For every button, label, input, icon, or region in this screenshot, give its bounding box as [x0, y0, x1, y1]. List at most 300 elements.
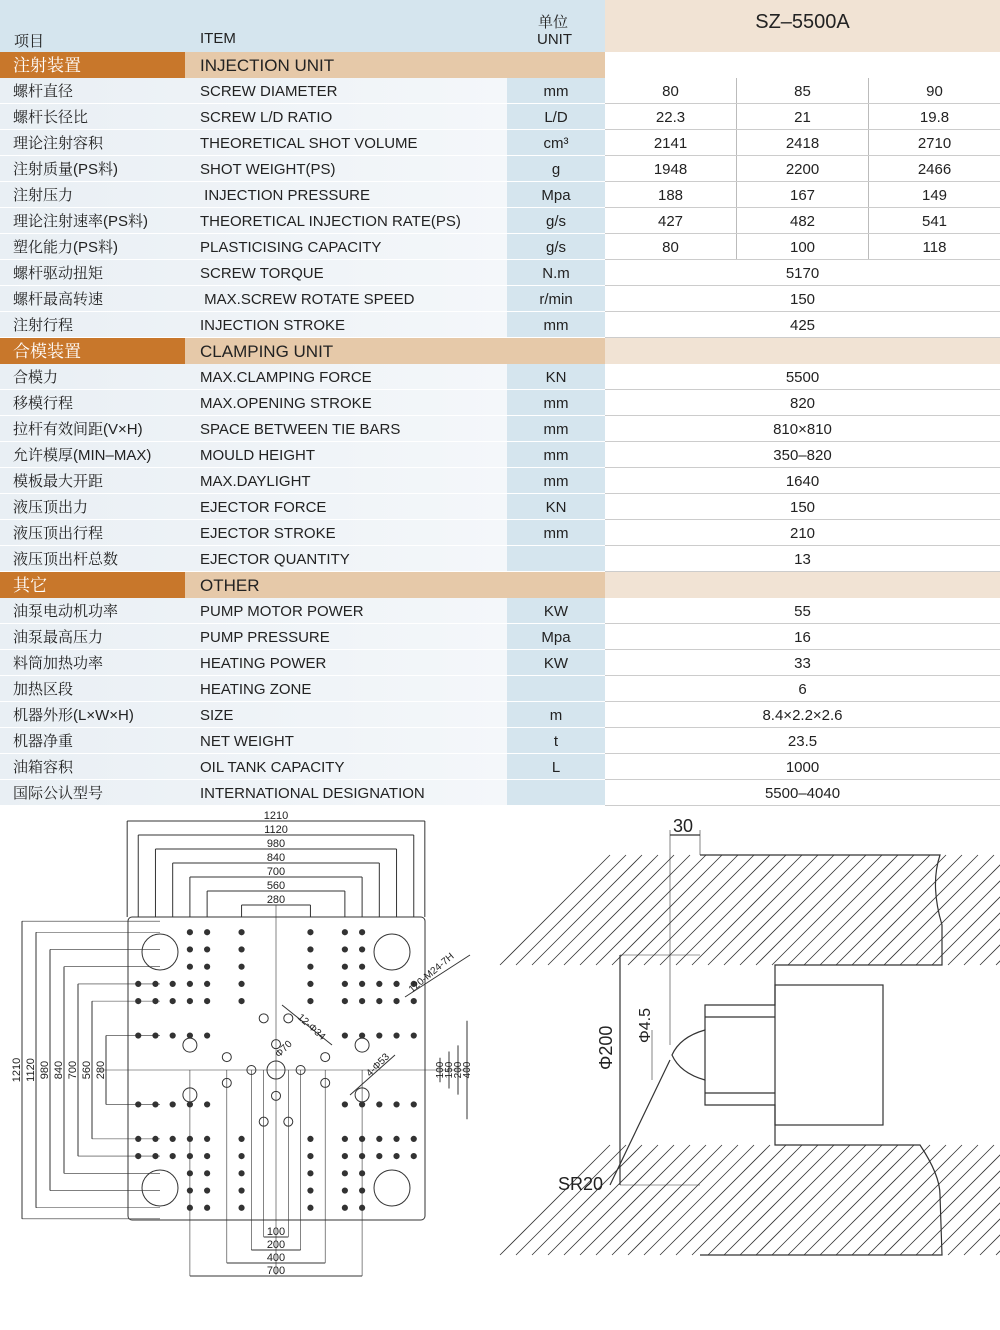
hatch-line: [900, 1145, 1000, 1255]
tapped-hole: [394, 1136, 399, 1141]
spec-unit: L: [507, 754, 605, 779]
section-title: INJECTION UNIT: [185, 52, 605, 78]
dimension-label: 1210: [263, 810, 289, 822]
tapped-hole: [342, 1033, 347, 1038]
hatch-line: [676, 855, 786, 965]
spec-name: OIL TANK CAPACITY: [200, 759, 345, 776]
table-row: [0, 598, 1000, 624]
spec-unit: mm: [507, 468, 605, 493]
dimension-label: 560: [266, 880, 286, 892]
hatch-line: [516, 855, 626, 965]
spec-unit: KN: [507, 364, 605, 389]
tapped-hole: [342, 1188, 347, 1193]
spec-unit: cm³: [507, 130, 605, 155]
tapped-hole: [187, 930, 192, 935]
spec-value: 2418: [736, 130, 868, 155]
spec-unit: mm: [507, 520, 605, 545]
tie-bar-hole: [142, 1170, 178, 1206]
tapped-hole: [411, 1033, 416, 1038]
hatch-line: [964, 855, 1000, 965]
section-header: [0, 338, 1000, 364]
spec-unit: [507, 780, 605, 805]
hatch-line: [772, 855, 882, 965]
hatch-line: [820, 1145, 930, 1255]
spec-unit: t: [507, 728, 605, 753]
spec-unit: r/min: [507, 286, 605, 311]
header-item: ITEM: [200, 30, 236, 47]
spec-name-cn: 合模力: [13, 369, 59, 386]
table-row: [0, 624, 1000, 650]
hatch-line: [788, 1145, 898, 1255]
spec-name: SCREW L/D RATIO: [200, 109, 333, 126]
dimension-label: 980: [266, 838, 286, 850]
tapped-hole: [308, 1171, 313, 1176]
table-row: [0, 676, 1000, 702]
dimension-label: 150: [444, 1061, 455, 1079]
hatch-line: [724, 855, 834, 965]
section-title-cn: 注射装置: [0, 52, 185, 78]
spec-unit: mm: [507, 390, 605, 415]
bore-line: [705, 1017, 775, 1093]
spec-value: 5500: [785, 369, 820, 386]
spec-unit: Mpa: [507, 624, 605, 649]
spec-name-cn: 理论注射容积: [13, 135, 104, 152]
spec-unit: Mpa: [507, 182, 605, 207]
spec-unit: mm: [507, 312, 605, 337]
dimension-label: 560: [81, 1060, 93, 1080]
tapped-hole: [394, 999, 399, 1004]
table-row: [0, 312, 1000, 338]
spec-name: EJECTOR STROKE: [200, 525, 336, 542]
spec-name: HEATING ZONE: [200, 681, 312, 698]
dimension-label: 280: [266, 894, 286, 906]
section-title: CLAMPING UNIT: [185, 338, 605, 364]
nozzle-drawing: [500, 816, 1000, 1255]
sprue-bushing: [775, 985, 883, 1125]
nozzle-outline-top: [700, 855, 942, 1030]
hatch-line: [516, 1145, 626, 1255]
spec-name: THEORETICAL SHOT VOLUME: [200, 135, 418, 152]
hatch-line: [548, 1145, 658, 1255]
tapped-hole: [205, 1136, 210, 1141]
tapped-hole: [360, 930, 365, 935]
tapped-hole: [170, 1154, 175, 1159]
tapped-hole: [377, 1033, 382, 1038]
spec-value: 810×810: [773, 421, 832, 438]
tapped-hole: [342, 930, 347, 935]
tapped-hole: [187, 947, 192, 952]
spec-value: 16: [794, 629, 811, 646]
table-row: [0, 754, 1000, 780]
dimension-label: 30: [673, 816, 694, 836]
tapped-hole: [342, 1154, 347, 1159]
tie-bar-hole: [374, 934, 410, 970]
tapped-hole: [377, 981, 382, 986]
spec-name: SCREW TORQUE: [200, 265, 324, 282]
tapped-hole: [239, 981, 244, 986]
section-header: [0, 572, 1000, 598]
hatch-line: [980, 1145, 1000, 1255]
spec-value: 482: [736, 208, 868, 233]
spec-name-cn: 螺杆长径比: [13, 109, 89, 126]
table-row: [0, 104, 1000, 130]
table-row: [0, 702, 1000, 728]
header-item-cn: 项目: [14, 33, 45, 50]
spec-name: HEATING POWER: [200, 655, 327, 672]
tapped-hole: [170, 999, 175, 1004]
spec-value: 5500–4040: [764, 785, 841, 802]
spec-value: 33: [794, 655, 811, 672]
hatch-line: [804, 1145, 914, 1255]
spec-unit: m: [507, 702, 605, 727]
tapped-hole: [187, 981, 192, 986]
dimension-label: 840: [266, 852, 286, 864]
spec-unit: g: [507, 156, 605, 181]
spec-name: SHOT WEIGHT(PS): [200, 161, 336, 178]
hatch-line: [708, 1145, 818, 1255]
spec-value: 188: [657, 187, 684, 204]
spec-value: 427: [657, 213, 684, 230]
dimension-label: 280: [95, 1060, 107, 1080]
tapped-hole: [205, 981, 210, 986]
tapped-hole: [205, 947, 210, 952]
spec-unit: KW: [507, 598, 605, 623]
spec-name-cn: 油泵最高压力: [13, 629, 104, 646]
section-title-cn: 其它: [0, 572, 185, 598]
dimension-label: 700: [266, 1265, 286, 1277]
hatch-line: [948, 1145, 1000, 1255]
table-row: [0, 780, 1000, 806]
hatch-line: [900, 855, 1000, 965]
table-row: [0, 416, 1000, 442]
dimension-label: 100: [266, 1226, 286, 1238]
drawings: [0, 805, 1000, 1330]
spec-value: 150: [789, 291, 816, 308]
center-hole-label: Φ70: [273, 1038, 295, 1061]
tapped-hole: [205, 1102, 210, 1107]
dimension-label: 400: [462, 1061, 473, 1079]
spec-name: PUMP MOTOR POWER: [200, 603, 364, 620]
hatch-line: [740, 855, 850, 965]
table-row: [0, 286, 1000, 312]
tapped-hole: [205, 930, 210, 935]
tapped-hole: [377, 999, 382, 1004]
spec-unit: KN: [507, 494, 605, 519]
spec-name-cn: 移模行程: [13, 395, 74, 412]
hatch-line: [948, 855, 1000, 965]
spec-value: 22.3: [655, 109, 686, 126]
hatch-line: [612, 1145, 722, 1255]
spec-value: 100: [736, 234, 868, 259]
spec-value: 21: [736, 104, 868, 129]
spec-value: 1000: [785, 759, 820, 776]
hatch-line: [580, 1145, 690, 1255]
spec-name-cn: 注射压力: [13, 187, 74, 204]
hatch-line: [628, 1145, 738, 1255]
hatch-line: [628, 855, 738, 965]
tapped-hole: [205, 1205, 210, 1210]
dimension-label: Φ4.5: [637, 1007, 654, 1043]
hatch-line: [836, 1145, 946, 1255]
hatch-line: [644, 855, 754, 965]
hatch-line: [820, 855, 930, 965]
hatch-line: [532, 855, 642, 965]
tapped-hole: [411, 1136, 416, 1141]
spec-value: 80: [662, 83, 679, 100]
hatch-line: [692, 855, 802, 965]
dimension-label: 980: [39, 1060, 51, 1080]
hatch-line: [804, 855, 914, 965]
header-unit-cn: 单位: [538, 14, 569, 31]
spec-unit: mm: [507, 78, 605, 103]
table-row: [0, 156, 1000, 182]
spec-name: SIZE: [200, 707, 234, 724]
spec-name-cn: 拉杆有效间距(V×H): [13, 421, 143, 438]
nozzle-outline-bottom: [700, 1080, 942, 1255]
tapped-hole: [308, 964, 313, 969]
hatch-line: [740, 1145, 850, 1255]
spec-name: PLASTICISING CAPACITY: [200, 239, 382, 256]
spec-value: 541: [868, 208, 1000, 233]
table-row: [0, 442, 1000, 468]
hatch-line: [692, 1145, 802, 1255]
locating-hole: [183, 1038, 197, 1052]
spec-value: 149: [868, 182, 1000, 207]
tie-bar-hole: [374, 1170, 410, 1206]
spec-name-cn: 液压顶出力: [13, 499, 89, 516]
tapped-hole: [360, 981, 365, 986]
tapped-hole: [308, 1205, 313, 1210]
hatch-line: [772, 1145, 882, 1255]
spec-name-cn: 注射行程: [13, 317, 74, 334]
spec-name: SCREW DIAMETER: [200, 83, 338, 100]
hatch-line: [596, 855, 706, 965]
spec-value: 425: [789, 317, 816, 334]
table-row: [0, 208, 1000, 234]
tapped-hole: [187, 1033, 192, 1038]
spec-name: MOULD HEIGHT: [200, 447, 316, 464]
table-row: [0, 728, 1000, 754]
spec-value: 5170: [785, 265, 820, 282]
hatch-line: [644, 1145, 754, 1255]
tapped-hole: [239, 999, 244, 1004]
table-row: [0, 494, 1000, 520]
tapped-hole: [187, 964, 192, 969]
spec-unit: mm: [507, 416, 605, 441]
tapped-hole: [170, 1033, 175, 1038]
spec-name: NET WEIGHT: [200, 733, 294, 750]
hatch-line: [500, 1145, 610, 1255]
table-header: [0, 0, 1000, 52]
tapped-hole: [205, 1188, 210, 1193]
locating-hole-label: 4-Φ53: [364, 1051, 392, 1080]
table-row: [0, 650, 1000, 676]
hatch-line: [708, 855, 818, 965]
ejector-hole: [284, 1014, 293, 1023]
hatch-line: [868, 1145, 978, 1255]
dimension-label: 700: [67, 1060, 79, 1080]
ejector-hole: [222, 1053, 231, 1062]
hatch-line: [756, 1145, 866, 1255]
tapped-hole-label: 120-M24-7H: [406, 951, 457, 996]
dimension-label: 1120: [25, 1058, 37, 1082]
tapped-hole: [411, 1102, 416, 1107]
tapped-hole: [308, 999, 313, 1004]
tapped-hole: [239, 964, 244, 969]
dimension-label: 700: [266, 866, 286, 878]
radius-label: SR20: [558, 1174, 604, 1194]
tapped-hole: [360, 947, 365, 952]
tapped-hole: [342, 1136, 347, 1141]
dimension-label: Φ200: [596, 1025, 616, 1070]
spec-value: 19.8: [868, 104, 1000, 129]
spec-unit: g/s: [507, 208, 605, 233]
tapped-hole: [239, 930, 244, 935]
spec-name: MAX.DAYLIGHT: [200, 473, 311, 490]
spec-name-cn: 液压顶出杆总数: [13, 551, 119, 568]
table-row: [0, 182, 1000, 208]
spec-value: 1640: [785, 473, 820, 490]
ejector-hole: [321, 1053, 330, 1062]
dimension-label: 1120: [264, 824, 288, 836]
tapped-hole: [360, 999, 365, 1004]
spec-name-cn: 螺杆最高转速: [13, 291, 104, 308]
hatch-line: [612, 855, 722, 965]
spec-value: 85: [736, 78, 868, 103]
table-row: [0, 364, 1000, 390]
tapped-hole: [394, 1154, 399, 1159]
spec-name-cn: 机器净重: [13, 733, 74, 750]
spec-name: MAX.CLAMPING FORCE: [200, 369, 372, 386]
tapped-hole: [239, 1188, 244, 1193]
hatch-line: [564, 1145, 674, 1255]
dimension-label: 1210: [11, 1057, 23, 1083]
tapped-hole: [394, 1033, 399, 1038]
tapped-hole: [308, 947, 313, 952]
table-row: [0, 468, 1000, 494]
hatch-line: [756, 855, 866, 965]
tapped-hole: [377, 1136, 382, 1141]
spec-name-cn: 加热区段: [13, 681, 74, 698]
ejector-hole-label: 12-Φ34: [294, 1012, 328, 1043]
tapped-hole: [342, 1102, 347, 1107]
tapped-hole: [342, 981, 347, 986]
dimension-label: 840: [53, 1060, 65, 1080]
spec-name-cn: 塑化能力(PS料): [13, 239, 119, 256]
spec-name-cn: 油箱容积: [13, 759, 74, 776]
spec-value: 210: [789, 525, 816, 542]
hatch-line: [660, 1145, 770, 1255]
spec-name: PUMP PRESSURE: [200, 629, 330, 646]
tapped-hole: [170, 1102, 175, 1107]
hatch-line: [932, 1145, 1000, 1255]
tapped-hole: [342, 947, 347, 952]
tapped-hole: [205, 964, 210, 969]
spec-name-cn: 理论注射速率(PS料): [13, 213, 149, 230]
spec-unit: N.m: [507, 260, 605, 285]
hatching: [500, 855, 1000, 1255]
hatch-line: [580, 855, 690, 965]
spec-value: 150: [789, 499, 816, 516]
section-title-cn: 合模装置: [0, 338, 185, 364]
spec-value: 118: [868, 234, 1000, 259]
tapped-hole: [394, 981, 399, 986]
tapped-hole: [411, 999, 416, 1004]
spec-name-cn: 料筒加热功率: [13, 655, 104, 672]
section-header: [0, 52, 1000, 78]
spec-value: 1948: [653, 161, 688, 178]
spec-value: 80: [662, 239, 679, 256]
tapped-hole: [411, 1154, 416, 1159]
hatch-line: [852, 855, 962, 965]
dimension-label: 200: [266, 1239, 286, 1251]
header-unit: UNIT: [537, 31, 572, 48]
spec-value: 820: [789, 395, 816, 412]
spec-value: 23.5: [787, 733, 818, 750]
tapped-hole: [377, 1102, 382, 1107]
hatch-line: [548, 855, 658, 965]
tapped-hole: [239, 1171, 244, 1176]
tapped-hole: [342, 1171, 347, 1176]
nozzle-tip: [672, 1030, 705, 1080]
hatch-line: [884, 855, 994, 965]
tapped-hole: [360, 1033, 365, 1038]
table-row: [0, 546, 1000, 572]
tapped-hole: [239, 947, 244, 952]
spec-name-cn: 注射质量(PS料): [13, 161, 119, 178]
spec-value: 2466: [868, 156, 1000, 181]
spec-name-cn: 国际公认型号: [13, 785, 104, 802]
tapped-hole: [308, 981, 313, 986]
ejector-hole: [259, 1014, 268, 1023]
spec-value: 2200: [736, 156, 868, 181]
hatch-line: [788, 855, 898, 965]
spec-name-cn: 模板最大开距: [13, 473, 104, 490]
tapped-hole: [239, 1205, 244, 1210]
model-name: SZ–5500A: [605, 0, 1000, 52]
tapped-hole: [205, 1171, 210, 1176]
hatch-line: [564, 855, 674, 965]
hatch-line: [660, 855, 770, 965]
table-row: [0, 520, 1000, 546]
hatch-line: [676, 1145, 786, 1255]
tapped-hole: [360, 964, 365, 969]
table-row: [0, 260, 1000, 286]
spec-value: 8.4×2.2×2.6: [762, 707, 843, 724]
spec-unit: KW: [507, 650, 605, 675]
dimension-label: 400: [266, 1252, 286, 1264]
tapped-hole: [205, 1154, 210, 1159]
tapped-hole: [342, 964, 347, 969]
leader-line: [610, 1060, 670, 1185]
spec-value: 6: [798, 681, 807, 698]
section-title: OTHER: [185, 572, 605, 598]
tapped-hole: [205, 999, 210, 1004]
spec-name-cn: 螺杆直径: [13, 83, 74, 100]
spec-name: SPACE BETWEEN TIE BARS: [200, 421, 401, 438]
table-row: [0, 78, 1000, 104]
tapped-hole: [308, 930, 313, 935]
tapped-hole: [170, 981, 175, 986]
tapped-hole: [308, 1188, 313, 1193]
spec-unit: mm: [507, 442, 605, 467]
tapped-hole: [377, 1154, 382, 1159]
spec-name: INJECTION PRESSURE: [200, 187, 371, 204]
spec-value: 2141: [653, 135, 688, 152]
dimension-label: 100: [435, 1061, 446, 1079]
spec-unit: g/s: [507, 234, 605, 259]
table-row: [0, 130, 1000, 156]
